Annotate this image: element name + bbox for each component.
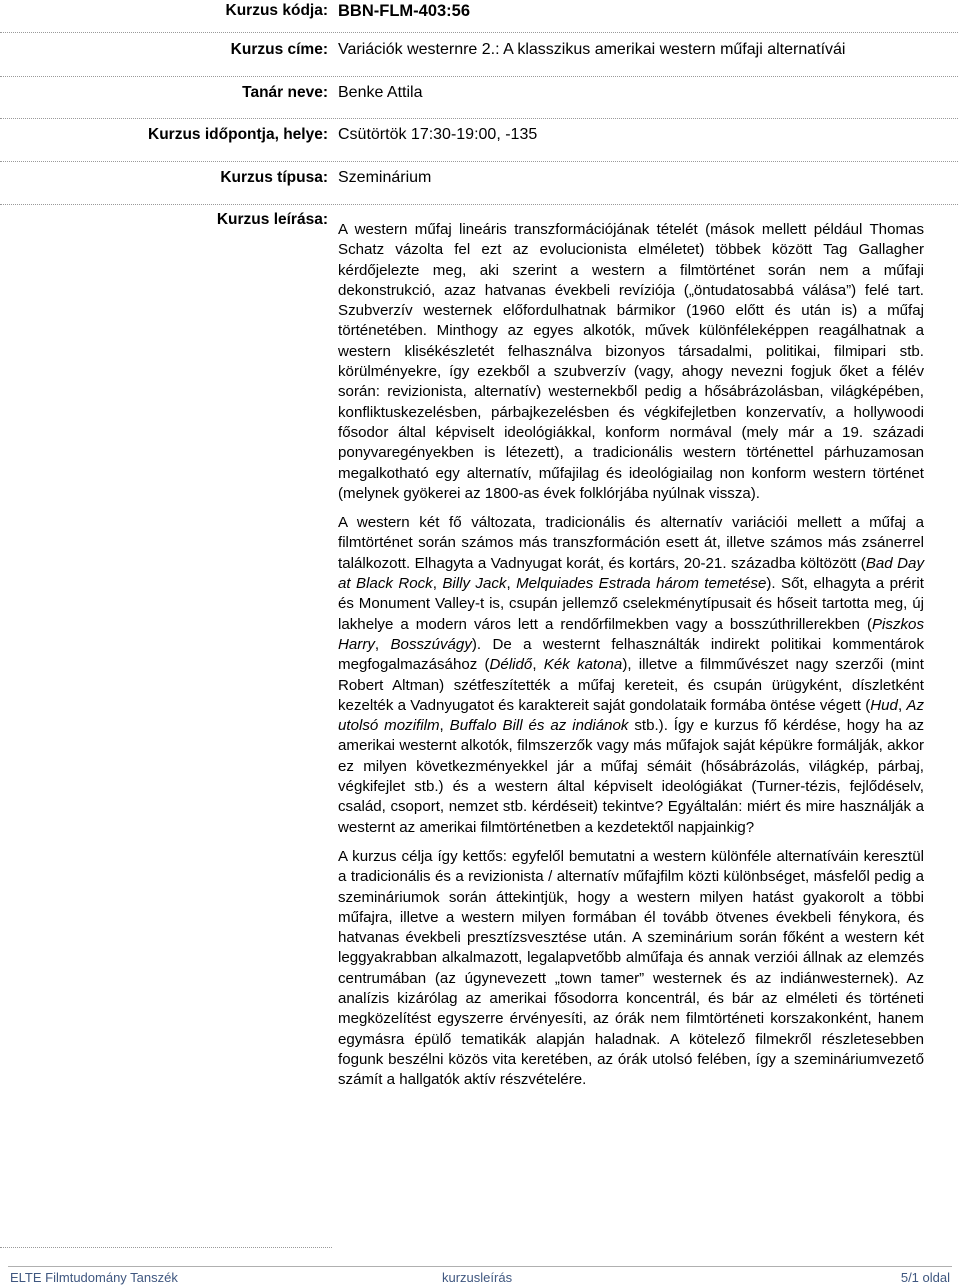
film-title: Buffalo Bill és az indiánok [449,717,629,735]
course-title-value: Variációk westernre 2.: A klasszikus amerikai western műfaji alternatívái [338,41,846,58]
course-code-label: Kurzus kódja: [225,2,328,19]
text-segment: , [439,717,450,735]
film-title: Bosszúvágy [390,635,472,653]
film-title: Délidő [489,656,533,674]
separator [0,76,958,77]
footer-department: ELTE Filmtudomány Tanszék [10,1270,178,1285]
course-description-label: Kurzus leírása: [216,211,328,228]
course-code-value: BBN-FLM-403:56 [338,2,471,20]
text-segment: , [532,656,544,674]
course-description [338,220,924,1090]
text-segment: , [506,575,517,593]
text-segment: , [374,635,391,653]
description-paragraph-1: A western műfaj lineáris transzformációjának tételét (mások mellett például Thomas Schatz vázolta fel ezt az evolucionista elméletet) többek között Tag Gallagher kérdőjelezte meg, aki szerint a western a filmtörténet során nem a műfaji dekonstrukció, azaz hatvanas évekbeli revíziója („öntudatosabbá válása”) felé tart. Szubverzív westernek előfordulhatnak bármikor (1960 előtt és után is) a műfaj történetében. Minthogy az egyes alkotók, művek különféleképpen reagálhatnak a western klisékészletét felhasználva bizonyos társadalmi, politikai, filmipari stb. körülményekre, így ezekből a szubverzív (vagy, ahogy nevezni fogjuk őket a félév során: revizionista, alternatív) westernekből pedig a hősábrázolásban, világképében, konfliktuskezelésben, párbajkezelésben és végkifejletben konzervatív, a hollywoodi fősodor által képviselt ideológiákkal, konform normával (mely már a 19. századi ponyvaregényekben is létezett), a tradicionális western történettel párhuzamosan megalkotható egy alternatív, műfajilag és ideológiailag non konform western történet (melynek gyökerei az 1800-as évek folklórjába nyúlnak vissza). [338,221,924,502]
course-time-value: Csütörtök 17:30-19:00, -135 [338,126,538,143]
teacher-label: Tanár neve: [242,84,328,101]
film-title: Kék katona [543,656,623,674]
text-segment: , [897,696,907,714]
film-title: Melquiades Estrada három temetése [516,575,767,593]
text-segment: A western két fő változata, tradicionális és alternatív variációi mellett a műfaj a filmtörténet során számos más transzformáción esett át, illetve számos más zsánerrel találkozott. Elhagyta a Vadnyugat korát, és kortárs, 20-21. századba költözött ( [338,514,924,572]
description-paragraph-2 [338,513,924,838]
text-segment: stb.). Így e kurzus fő kérdése, hogy ha az amerikai westernt alkotók, filmszerzők vagy más műfajok saját képükre formálják, akkor ez milyen következményekkel jár a műfaj sémáit (hősábrázolás, világkép, párbaj, végkifejlet stb.) és a western által képviselt ideológiákat (Turner-tézis, fejlődéselv, család, csoport, nemzet stb. kérdéseit) tekintve? Egyáltalán: miért és mire használják a westernt az amerikai filmtörténetben a kezdetektől napjainkig? [338,717,925,836]
course-time-label: Kurzus időpontja, helye: [148,126,328,143]
course-type-value: Szeminárium [338,169,432,186]
separator [0,204,958,205]
film-title: Billy Jack [442,575,507,593]
film-title: Piszkos Harry [338,615,924,653]
teacher-value: Benke Attila [338,84,423,101]
footer-rule [8,1266,952,1267]
text-segment: ). Sőt, elhagyta a prérit és Monument Valley-t is, csupán jellemző cselekménytípusait és hőseit tartotta meg, új lakhelye a modern város lett a rendőrfilmekben vagy a bosszúthrillerekben ( [338,575,924,633]
course-title-label: Kurzus címe: [230,41,328,58]
separator [0,161,958,162]
course-type-label: Kurzus típusa: [220,169,328,186]
film-title: Hud [870,696,898,714]
description-paragraph-3: A kurzus célja így kettős: egyfelől bemutatni a western különféle alternatíváin keresztül a tradicionális és a revizionista / alternatív műfajfilm közti különbséget, másfelől pedig a szemináriumok során áttekintjük, hogy a western milyen hatást gyakorolt a többi műfajra, illetve a western milyen formában él tovább ötvenes évekbeli fénykora, és hatvanas évekbeli presztízsvesztése után. A szeminárium során főként a western két leggyakrabban alkalmazott, legalapvetőbb alműfaja és annak verziói állnak az elemzés centrumában (az úgynevezett „town tamer” westernek és az indiánwesternek). Az analízis kizárólag az amerikai fősodorra koncentrál, és bár az elméleti és történeti megközelítést egyszerre érvényesíti, az órák nem filmtörténeti korszakonként, hanem egymásra épülő tematikák alapján haladnak. A kötelező filmekről részletesebben fogunk beszélni közös vita keretében, az órák utolsó felében, így a szemináriumvezető számít a hallgatók aktív részvételére. [338,847,924,1089]
footer-doc-type: kurzusleírás [442,1270,513,1285]
text-segment: ), illetve a filmművészet nagy szerzői (mint Robert Altman) szétfeszítették a műfaj kereteit, és csupán ürügyként, díszletként kezelték a Vadnyugatot és karaktereit saját gondolataik formába öntése végett ( [338,656,924,714]
film-title: Bad Day at Black Rock [338,554,924,593]
text-segment: , [432,575,443,593]
separator [0,1247,332,1248]
film-title: Az utolsó mozifilm [338,696,925,735]
separator [0,118,958,119]
footer-page-number: 5/1 oldal [900,1270,950,1285]
separator [0,32,958,33]
text-segment: ). De a westernt felhasználták indirekt politikai kommentárok megfogalmazásához ( [338,635,924,674]
